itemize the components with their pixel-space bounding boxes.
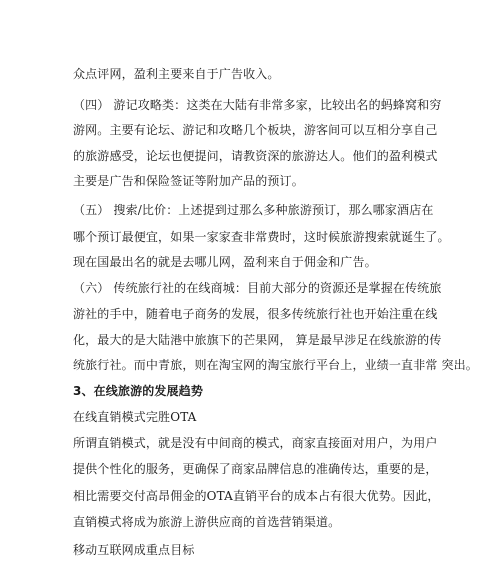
paragraph-line-16: 提供个性化的服务，更确保了商家品牌信息的准确传达，重要的是， [73,462,438,476]
paragraph-line-5: 主要是广告和保险签证等附加产品的预订。 [73,174,304,188]
paragraph-line-1: 众点评网，盈利主要来自于广告收入。 [73,67,280,81]
paragraph-line-18: 直销模式将成为旅游上游供应商的首选营销渠道。 [73,515,341,529]
section-heading: 3、在线旅游的发展趋势 [73,384,204,398]
paragraph-line-15: 所谓直销模式，就是没有中间商的模式，商家直接面对用户，为用户 [73,436,438,450]
paragraph-line-2: （四） 游记攻略类：这类在大陆有非常多家，比较出名的蚂蜂窝和穷 [73,98,442,112]
paragraph-line-11: 化，最大的是大陆港中旅旗下的芒果网， 算是最早涉足在线旅游的传 [73,333,442,347]
paragraph-line-9: （六） 传统旅行社的在线商城：目前大部分的资源还是掌握在传统旅 [73,281,442,295]
paragraph-line-12: 统旅行社。而中青旅，则在淘宝网的淘宝旅行平台上，业绩一直非常 突出。 [73,358,478,372]
subheading-direct-sales: 在线直销模式完胜OTA [73,410,197,424]
paragraph-line-4: 的旅游感受，论坛也便提问，请教资深的旅游达人。他们的盈利模式 [73,149,438,163]
subheading-mobile-internet: 移动互联网成重点目标 [73,543,195,557]
paragraph-line-8: 现在国最出名的就是去哪儿网，盈利来自于佣金和广告。 [73,255,377,269]
paragraph-line-6: （五） 搜索/比价：上述提到过那么多种旅游预订，那么哪家酒店在 [73,203,434,217]
paragraph-line-10: 游社的手中，随着电子商务的发展，很多传统旅行社也开始注重在线 [73,307,438,321]
paragraph-line-7: 哪个预订最便宜，如果一家家查非常费时，这时候旅游搜索就诞生了。 [73,230,450,244]
paragraph-line-17: 相比需要交付高昂佣金的OTA直销平台的成本占有很大优势。因此， [73,489,440,503]
paragraph-line-3: 游网。主要有论坛、游记和攻略几个板块，游客间可以互相分享自己 [73,123,438,137]
